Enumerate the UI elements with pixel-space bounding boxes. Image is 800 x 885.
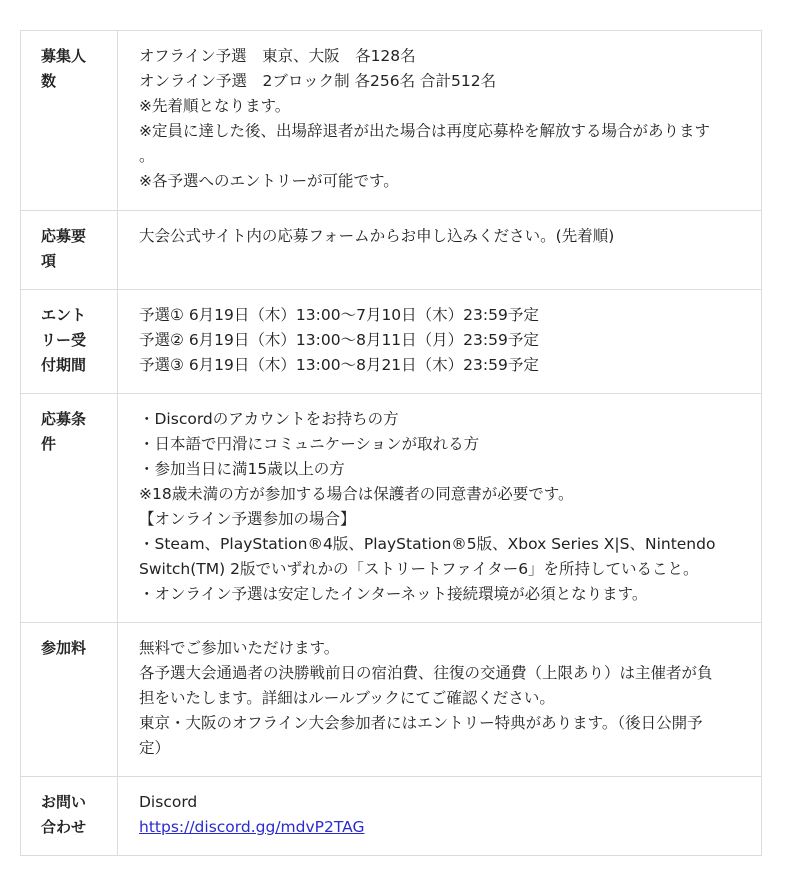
content-line: 。 — [139, 147, 155, 165]
row-application-guidelines — [21, 211, 762, 290]
content-line: オンライン予選 2ブロック制 各256名 合計512名 — [139, 72, 497, 90]
heading-text: 参加料 — [41, 639, 87, 657]
content-line: ※定員に達した後、出場辞退者が出た場合は再度応募枠を解放する場合があります — [139, 122, 710, 140]
content-line: 【オンライン予選参加の場合】 — [139, 510, 356, 528]
content-line: Discord — [139, 793, 198, 811]
row-heading — [21, 211, 118, 290]
heading-text: 応募条件 — [41, 410, 87, 453]
row-contact — [21, 777, 762, 856]
content-line: 定） — [139, 739, 171, 757]
heading-text: 応募要項 — [41, 227, 87, 270]
row-heading — [21, 394, 118, 623]
row-content — [118, 623, 762, 777]
row-content — [118, 394, 762, 623]
content-line: ※18歳未満の方が参加する場合は保護者の同意書が必要です。 — [139, 485, 574, 503]
content-line: 無料でご参加いただけます。 — [139, 639, 340, 657]
content-line: ※各予選へのエントリーが可能です。 — [139, 172, 399, 190]
content-line: 予選① 6月19日（木）13:00〜7月10日（木）23:59予定 — [139, 306, 539, 324]
content-line: ・日本語で円滑にコミュニケーションが取れる方 — [139, 435, 480, 453]
content-line: 予選② 6月19日（木）13:00〜8月11日（月）23:59予定 — [139, 331, 539, 349]
row-content — [118, 777, 762, 856]
row-content — [118, 290, 762, 394]
content-line: 大会公式サイト内の応募フォームからお申し込みください。(先着順) — [139, 227, 615, 245]
discord-invite-link[interactable]: https://discord.gg/mdvP2TAG — [139, 818, 365, 836]
content-line: 予選③ 6月19日（木）13:00〜8月21日（木）23:59予定 — [139, 356, 539, 374]
row-participation-fee — [21, 623, 762, 777]
row-application-requirements — [21, 394, 762, 623]
content-line: ※先着順となります。 — [139, 97, 291, 115]
row-heading — [21, 31, 118, 211]
content-line: オフライン予選 東京、大阪 各128名 — [139, 47, 416, 65]
row-content — [118, 211, 762, 290]
heading-text: エントリー受付期間 — [41, 306, 87, 374]
content-line: 担をいたします。詳細はルールブックにてご確認ください。 — [139, 689, 555, 707]
content-line: 各予選大会通過者の決勝戦前日の宿泊費、往復の交通費（上限あり）は主催者が負 — [139, 664, 713, 682]
content-line: 東京・大阪のオフライン大会参加者にはエントリー特典があります。（後日公開予 — [139, 714, 703, 732]
row-recruitment-count — [21, 31, 762, 211]
content-line: Switch(TM) 2版でいずれかの「ストリートファイター6」を所持していること。 — [139, 560, 699, 578]
row-heading — [21, 290, 118, 394]
heading-text: 募集人数 — [41, 47, 87, 90]
row-content — [118, 31, 762, 211]
content-line: ・参加当日に満15歳以上の方 — [139, 460, 345, 478]
content-line: ・Discordのアカウントをお持ちの方 — [139, 410, 399, 428]
heading-text: お問い合わせ — [41, 793, 87, 836]
row-entry-period — [21, 290, 762, 394]
content-line: ・オンライン予選は安定したインターネット接続環境が必須となります。 — [139, 585, 648, 603]
row-heading — [21, 623, 118, 777]
info-table — [20, 30, 762, 856]
row-heading — [21, 777, 118, 856]
content-line: ・Steam、PlayStation®4版、PlayStation®5版、Xbox Series X|S、Nintendo — [139, 535, 716, 553]
